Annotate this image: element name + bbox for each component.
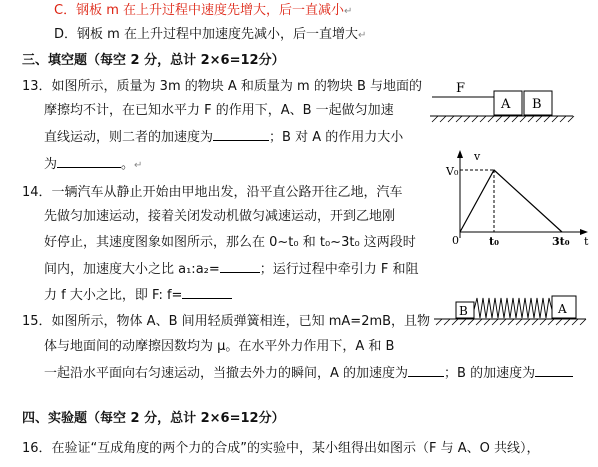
spring-figure [430,294,590,334]
q13-blank-accel[interactable] [213,128,269,141]
q15-line-3a: 一起沿水平面向右匀速运动，当撤去外力的瞬间，A 的加速度为 [44,366,409,381]
block-a-label: A [501,97,511,112]
spring-block-b-label: B [459,304,468,318]
q16-line-1: 16．在验证“互成角度的两个力的合成”的实验中，某小组得出如图示（F 与 A、O 共线）， [22,441,540,456]
q15-line-3 [44,364,573,383]
vt-graph-figure [444,148,594,248]
q14-line-3: 好停止，其速度图象如图所示，那么在 0~t₀ 和 t₀~3t₀ 这两段时 [44,235,416,250]
q14-line-4a: 间内，加速度大小之比 a₁:a₂= [44,262,220,277]
origin-label: 0 [452,234,459,247]
v0-label: V₀ [446,165,459,178]
q15-blank-a-accel[interactable] [408,364,444,377]
option-d: D．钢板 m 在上升过程中加速度先减小，后一直增大↵ [54,27,367,42]
option-c-text: C．钢板 m 在上升过程中速度先增大，后一直减小 [54,3,345,18]
q14-line-4b: ；运行过程中牵引力 F 和阻 [259,262,419,277]
q15-blank-b-accel[interactable] [535,364,573,377]
q13-line-4: 为 。↵ [44,157,143,172]
q13-blank-force[interactable] [57,155,121,168]
q14-line-4 [44,260,419,279]
blocks-figure [428,78,578,128]
q13-line-1: 13．如图所示，质量为 3m 的物块 A 和质量为 m 的物块 B 与地面的 [22,79,423,94]
option-c: C．钢板 m 在上升过程中速度先增大，后一直减小↵ [54,3,353,18]
q14-line-2: 先做匀加速运动，接着关闭发动机做匀减速运动，开到乙地刚 [44,209,396,224]
t0-label: t₀ [489,235,499,248]
section-3-title: 三、填空题（每空 2 分，总计 2×6=12分） [22,53,285,68]
force-label: F [456,81,466,96]
q15-line-2: 体与地面间的动摩擦因数均为 μ。在水平外力作用下，A 和 B [44,339,395,354]
q15-line-3b: ；B 的加速度为 [444,366,536,381]
v-axis-arrow-icon [457,150,463,158]
q13-line-3 [44,128,403,147]
spring-ground-hatch [436,319,586,325]
q14-line-5 [44,286,232,305]
q14-line-5a: 力 f 大小之比，即 F: f= [44,288,183,303]
q15-line-1: 15．如图所示，物体 A、B 间用轻质弹簧相连，已知 mA=2mB，且物 [22,314,431,329]
q14-blank-force-ratio[interactable] [182,286,232,299]
q13-line-3a: 直线运动，则二者的加速度为 [44,130,214,145]
option-d-text: D．钢板 m 在上升过程中加速度先减小，后一直增大 [54,27,358,42]
q14-blank-ratio[interactable] [220,260,260,273]
q13-line-2: 摩擦均不计，在已知水平力 F 的作用下，A、B 一起做匀加速 [44,103,394,118]
spring [474,298,552,318]
ground-hatch [432,116,574,122]
block-b-label: B [532,97,542,112]
q13-line-4b: 。 [121,157,135,172]
t-axis-label: t [584,235,589,248]
3t0-label: 3t₀ [552,235,570,248]
q13-line-4a: 为 [44,157,58,172]
q13-line-3b: ；B 对 A 的作用力大小 [269,130,404,145]
section-4-title: 四、实验题（每空 2 分，总计 2×6=12分） [22,411,285,426]
spring-block-a-label: A [558,302,567,316]
velocity-curve [460,170,562,232]
v-axis-label: v [474,150,481,163]
q14-line-1: 14．一辆汽车从静止开始由甲地出发，沿平直公路开往乙地，汽车 [22,185,403,200]
